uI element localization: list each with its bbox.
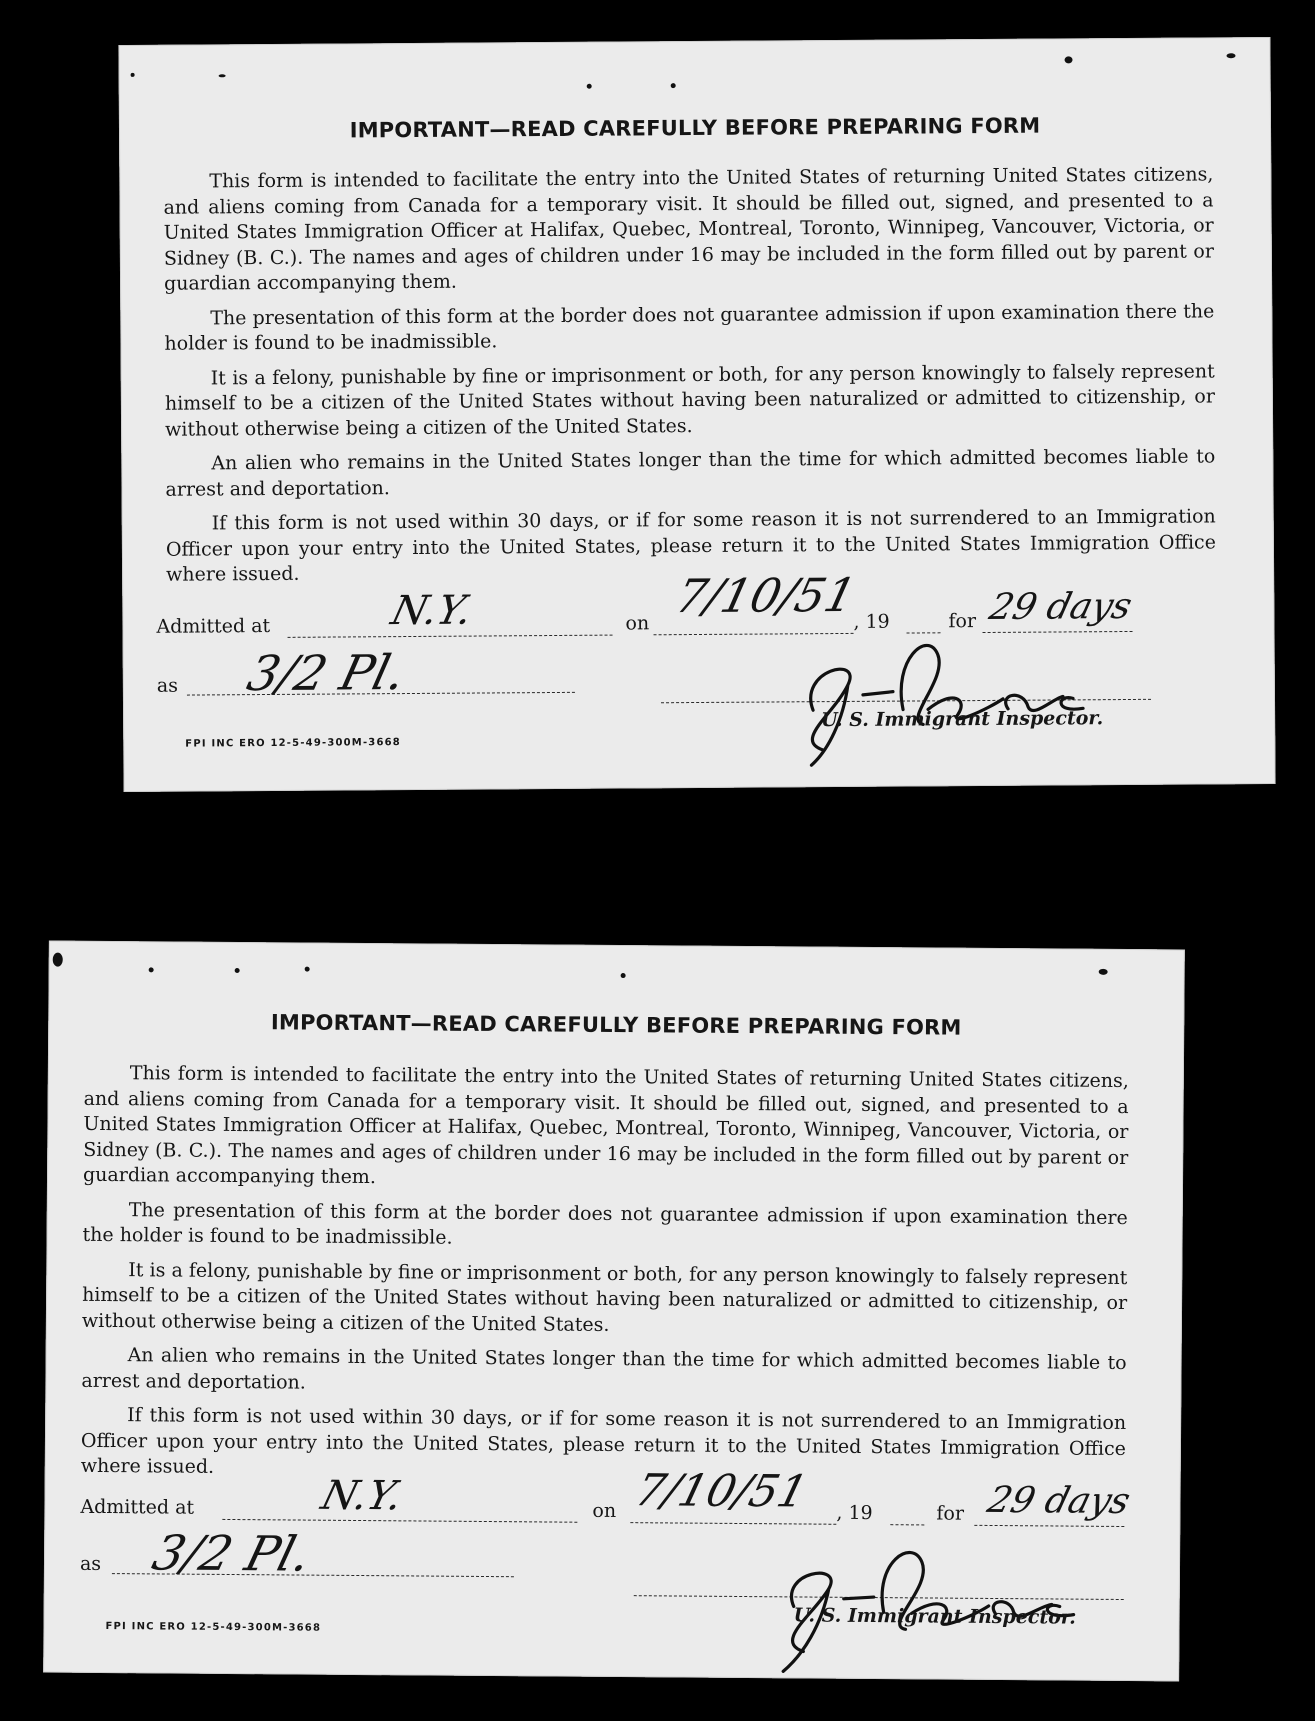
form-code: FPI INC ERO 12-5-49-300M-3668: [185, 737, 401, 750]
admitted-at-line: [222, 1519, 577, 1523]
speck: [305, 967, 310, 972]
instruction-paragraph: It is a felony, punishable by fine or imprisonment or both, for any person knowingly to falsely represent himself to be a citizen of the United States without having been naturalized or admitted to citizenship, or without otherwise being a citizen of the United States.: [81, 1258, 1128, 1336]
instruction-paragraph: It is a felony, punishable by fine or imprisonment or both, for any person knowingly to falsely represent himself to be a citizen of the United States without having been naturalized or admitted to citizenship, or without otherwise being a citizen of the United States.: [164, 359, 1215, 441]
admitted-place-handwriting: N.Y.: [386, 587, 478, 635]
admitted-at-label: Admitted at: [80, 1495, 195, 1519]
inspector-title: U. S. Immigrant Inspector.: [821, 707, 1104, 732]
instruction-paragraph: An alien who remains in the United States longer than the time for which admitted becomes liable to arrest and deportation.: [81, 1344, 1127, 1394]
form-code: FPI INC ERO 12-5-49-300M-3668: [105, 1621, 322, 1634]
duration-handwriting: 29 days: [983, 1479, 1135, 1523]
form-heading: IMPORTANT—READ CAREFULLY BEFORE PREPARING FORM: [270, 1010, 962, 1040]
form-heading: IMPORTANT—READ CAREFULLY BEFORE PREPARING FORM: [349, 113, 1041, 143]
instruction-paragraph: If this form is not used within 30 days, or if for some reason it is not surrendered to an Immigration Officer upon your entry into the United States, please return it to the United States Immigration Office where issued.: [165, 505, 1216, 586]
inspector-title: U. S. Immigrant Inspector.: [793, 1604, 1076, 1629]
speck: [1226, 53, 1235, 58]
inspector-signature: [733, 1506, 1134, 1679]
admitted-date-handwriting: 7/10/51: [670, 567, 862, 624]
admitted-at-line: [288, 635, 613, 638]
admitted-date-handwriting: 7/10/51: [630, 1465, 813, 1518]
duration-handwriting: 29 days: [985, 585, 1136, 628]
as-label: as: [156, 674, 179, 697]
speck: [587, 84, 592, 89]
admitted-at-label: Admitted at: [156, 614, 271, 638]
on-label: on: [592, 1499, 617, 1523]
instruction-paragraph: The presentation of this form at the border does not guarantee admission if upon examination there the holder is found to be inadmissible.: [164, 299, 1215, 355]
as-label: as: [79, 1552, 102, 1575]
instruction-paragraph: This form is intended to facilitate the entry into the United States of returning United States citizens, and aliens coming from Canada for a temporary visit. It should be filled out, signed, and presented to a United States Immigration Officer at Halifax, Quebec, Montreal, Toronto, Winnipeg, Vancouver, Victoria, or Sidney (B. C.). The names and ages of children under 16 may be included in the form filled out by parent or guardian accompanying them.: [82, 1062, 1129, 1189]
year-label: , 19: [853, 610, 890, 633]
year-label: , 19: [836, 1501, 873, 1525]
for-label: for: [936, 1502, 965, 1525]
speck: [131, 73, 135, 77]
instruction-paragraph: This form is intended to facilitate the entry into the United States of returning United States citizens, and aliens coming from Canada for a temporary visit. It should be filled out, signed, and presented to a United States Immigration Officer at Halifax, Quebec, Montreal, Toronto, Winnipeg, Vancouver, Victoria, or Sidney (B. C.). The names and ages of children under 16 may be included in the form filled out by parent or guardian accompanying them.: [163, 163, 1214, 295]
speck: [235, 968, 240, 973]
form-instructions: [81, 1061, 1129, 1497]
admitted-place-handwriting: N.Y.: [316, 1472, 408, 1520]
class-handwriting: 3/2 Pl.: [242, 645, 412, 703]
instruction-paragraph: The presentation of this form at the border does not guarantee admission if upon examination there the holder is found to be inadmissible.: [82, 1198, 1128, 1249]
for-label: for: [948, 610, 977, 633]
speck: [621, 973, 626, 978]
speck: [671, 83, 676, 88]
speck: [149, 967, 154, 972]
class-handwriting: 3/2 Pl.: [146, 1525, 317, 1583]
entry-form-card-top: [118, 37, 1275, 792]
on-label: on: [625, 612, 650, 635]
speck: [53, 953, 63, 967]
form-instructions: [163, 162, 1216, 597]
speck: [1099, 969, 1108, 975]
speck: [219, 74, 226, 77]
instruction-paragraph: If this form is not used within 30 days, or if for some reason it is not surrendered to an Immigration Officer upon your entry into the United States, please return it to the United States Immigration Office where issued.: [80, 1404, 1127, 1478]
instruction-paragraph: An alien who remains in the United States longer than the time for which admitted becomes liable to arrest and deportation.: [165, 445, 1216, 501]
entry-form-card-bottom: [43, 941, 1185, 1682]
speck: [1065, 56, 1073, 63]
inspector-signature: [752, 598, 1113, 771]
